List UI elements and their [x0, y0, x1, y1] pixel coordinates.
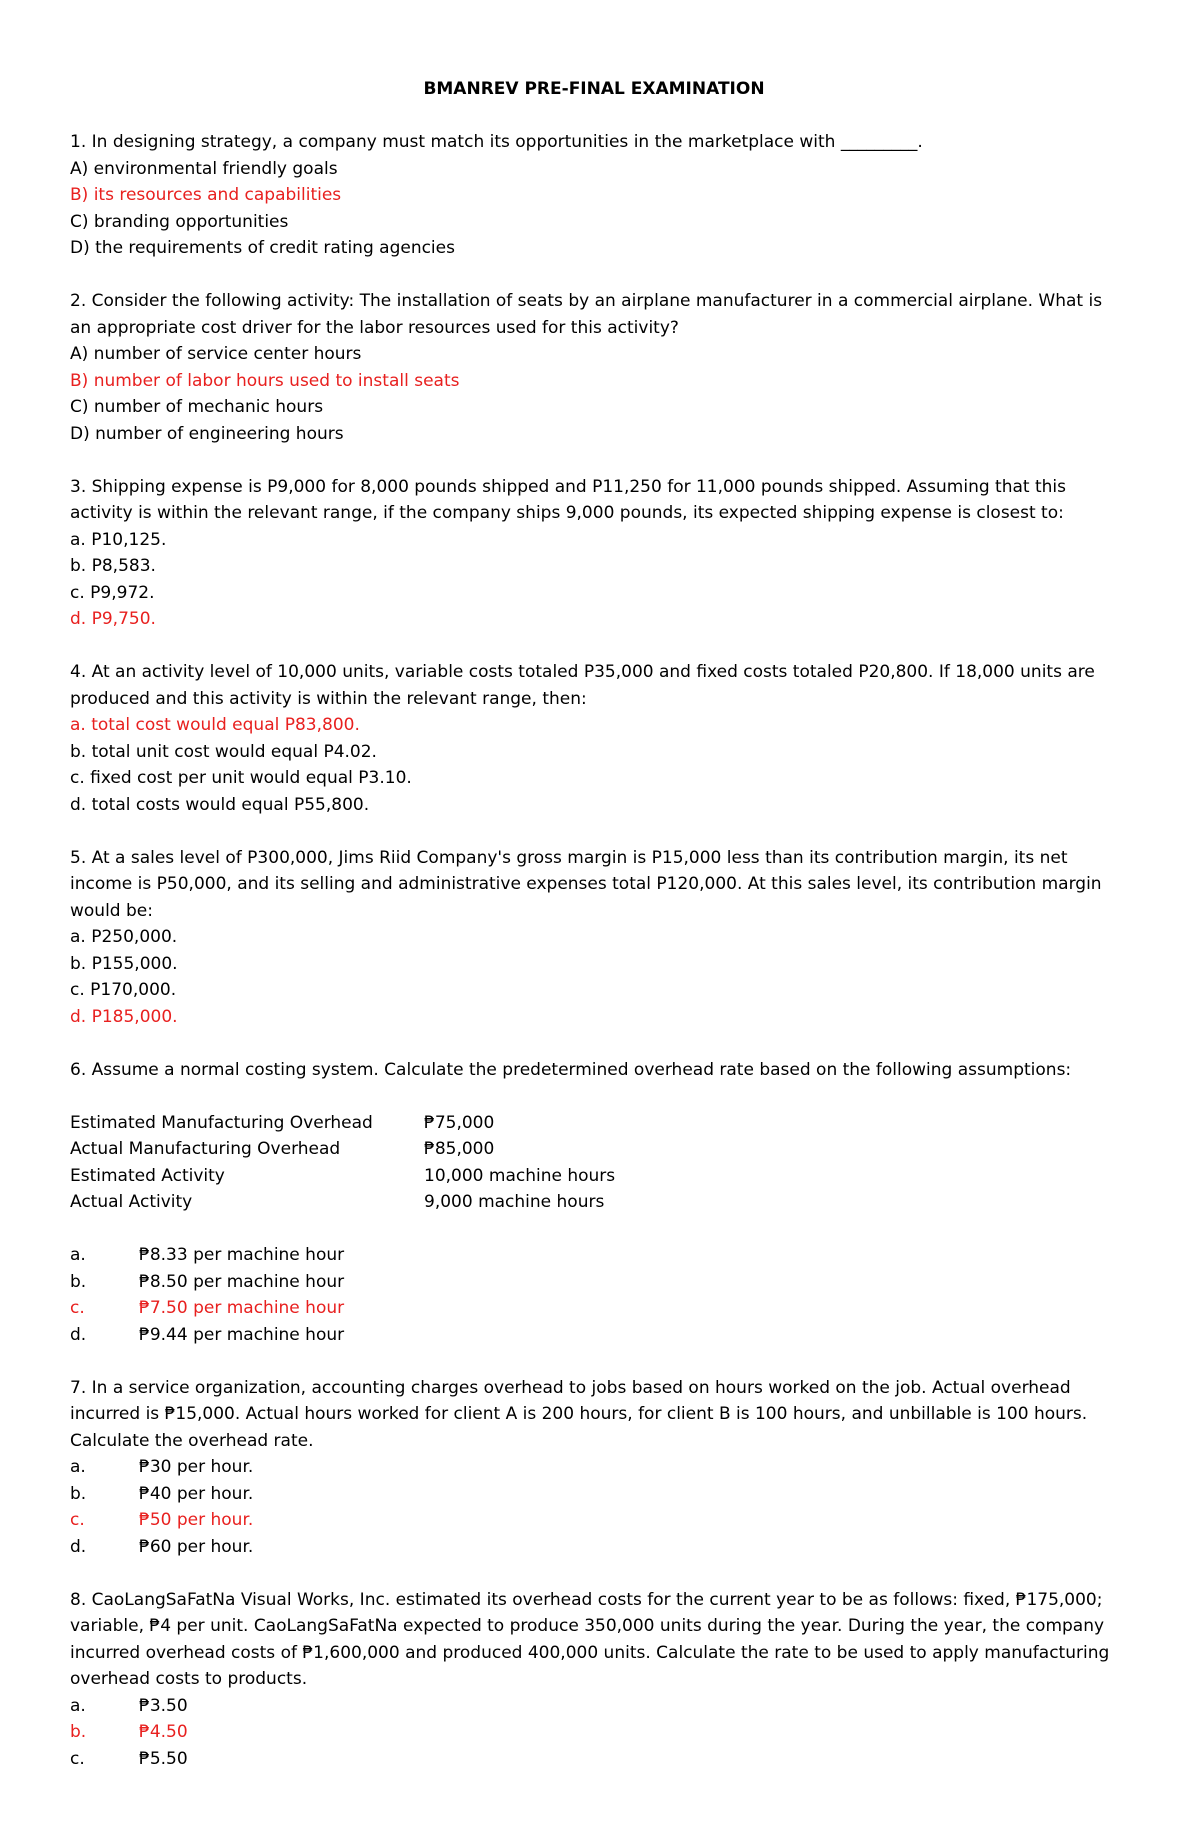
option-c: C) number of mechanic hours — [70, 397, 324, 417]
option-d-correct: d. P185,000. — [70, 1006, 178, 1027]
option-d: d. total costs would equal P55,800. — [70, 794, 370, 815]
question-stem: 8. CaoLangSaFatNa Visual Works, Inc. estimated its overhead costs for the current year to be as follows: fixed, ₱175,000; variable, ₱4 per unit. CaoLangSaFatNa expected to produce 350,000 units during the year. During the year, the company incurred overhead costs of ₱1,600,000 and produced 400,000 units. Calculate the rate to be used to apply manufacturing overhead costs to products. — [70, 1589, 1110, 1689]
option-text: ₱8.33 per machine hour — [139, 1245, 345, 1265]
assumption-row — [70, 1189, 1110, 1216]
assumption-value: 10,000 machine hours — [424, 1165, 616, 1186]
option-letter: b. — [70, 1483, 87, 1504]
question-stem: 3. Shipping expense is P9,000 for 8,000 pounds shipped and P11,250 for 11,000 pounds shipped. Assuming that this activity is within the relevant range, if the company ships 9,000 pounds, its expected shipping expense is closest to: — [70, 476, 1066, 523]
question-8 — [70, 1587, 1110, 1773]
option-c-correct — [70, 1295, 1110, 1322]
question-5 — [70, 845, 1110, 1031]
option-letter: c. — [70, 1510, 85, 1530]
assumption-value: 9,000 machine hours — [424, 1192, 605, 1212]
option-a-correct: a. total cost would equal P83,800. — [70, 715, 360, 735]
option-a — [70, 1693, 1110, 1720]
option-b-correct: B) its resources and capabilities — [70, 185, 342, 205]
option-a: A) number of service center hours — [70, 344, 362, 364]
option-b: b. P8,583. — [70, 556, 156, 576]
option-letter: b. — [70, 1271, 87, 1292]
option-text: ₱40 per hour. — [139, 1483, 254, 1504]
question-stem: 1. In designing strategy, a company must match its opportunities in the marketplace with _________. — [70, 132, 923, 152]
question-stem: 6. Assume a normal costing system. Calculate the predetermined overhead rate based on the following assumptions: — [70, 1059, 1072, 1080]
option-text: ₱9.44 per machine hour — [139, 1324, 345, 1345]
question-4 — [70, 659, 1110, 818]
option-text: ₱8.50 per machine hour — [139, 1271, 345, 1292]
option-d: D) number of engineering hours — [70, 423, 344, 444]
option-b — [70, 1481, 1110, 1508]
option-letter: a. — [70, 1245, 86, 1265]
option-d — [70, 1322, 1110, 1349]
option-c — [70, 1746, 1110, 1773]
option-b: b. P155,000. — [70, 953, 178, 974]
option-letter: c. — [70, 1748, 85, 1769]
option-a: a. P10,125. — [70, 529, 167, 550]
option-a — [70, 1454, 1110, 1481]
option-a: a. P250,000. — [70, 927, 178, 947]
option-letter: b. — [70, 1722, 87, 1742]
question-stem: 7. In a service organization, accounting charges overhead to jobs based on hours worked on the job. Actual overhead incurred is ₱15,000. Actual hours worked for client A is 200 hours, for client B is 100 hours, and unbillable is 100 hours. Calculate the overhead rate. — [70, 1377, 1088, 1451]
option-c: c. P170,000. — [70, 980, 177, 1000]
assumption-value: ₱85,000 — [424, 1139, 495, 1159]
assumption-label: Estimated Manufacturing Overhead — [70, 1112, 373, 1133]
assumption-label: Estimated Activity — [70, 1165, 225, 1186]
option-text: ₱7.50 per machine hour — [139, 1298, 345, 1318]
question-1 — [70, 129, 1110, 262]
option-d: D) the requirements of credit rating agencies — [70, 238, 455, 258]
assumption-value: ₱75,000 — [424, 1112, 495, 1133]
option-d — [70, 1534, 1110, 1561]
question-3 — [70, 474, 1110, 633]
question-6 — [70, 1057, 1110, 1349]
question-stem: 4. At an activity level of 10,000 units, variable costs totaled P35,000 and fixed costs totaled P20,800. If 18,000 units are produced and this activity is within the relevant range, then: — [70, 662, 1095, 709]
option-b-correct: B) number of labor hours used to install seats — [70, 370, 460, 391]
option-text: ₱30 per hour. — [139, 1457, 254, 1477]
option-letter: c. — [70, 1298, 85, 1318]
assumption-row — [70, 1163, 1110, 1190]
option-letter: a. — [70, 1695, 86, 1716]
question-7 — [70, 1375, 1110, 1561]
option-text: ₱50 per hour. — [139, 1510, 254, 1530]
option-c: c. P9,972. — [70, 582, 155, 603]
assumption-row — [70, 1136, 1110, 1163]
question-2 — [70, 288, 1110, 447]
assumption-label: Actual Activity — [70, 1192, 193, 1212]
option-text: ₱5.50 — [139, 1748, 188, 1769]
option-a — [70, 1242, 1110, 1269]
option-a: A) environmental friendly goals — [70, 158, 338, 179]
question-stem: 5. At a sales level of P300,000, Jims Riid Company's gross margin is P15,000 less than its contribution margin, its net income is P50,000, and its selling and administrative expenses total P120,000. At this sales level, its contribution margin would be: — [70, 847, 1102, 921]
option-letter: d. — [70, 1536, 87, 1557]
page-title: BMANREV PRE-FINAL EXAMINATION — [423, 79, 765, 99]
option-c: C) branding opportunities — [70, 211, 289, 232]
option-b-correct — [70, 1719, 1110, 1746]
assumption-label: Actual Manufacturing Overhead — [70, 1139, 341, 1159]
option-letter: d. — [70, 1324, 87, 1345]
option-text: ₱60 per hour. — [139, 1536, 254, 1557]
option-c: c. fixed cost per unit would equal P3.10. — [70, 768, 412, 788]
assumptions-table — [70, 1110, 1110, 1216]
question-stem: 2. Consider the following activity: The installation of seats by an airplane manufacturer in a commercial airplane. What is an appropriate cost driver for the labor resources used for this activity? — [70, 291, 1103, 338]
option-text: ₱4.50 — [139, 1722, 188, 1742]
option-b: b. total unit cost would equal P4.02. — [70, 741, 377, 762]
option-letter: a. — [70, 1457, 86, 1477]
assumption-row — [70, 1110, 1110, 1137]
option-c-correct — [70, 1507, 1110, 1534]
option-text: ₱3.50 — [139, 1695, 188, 1716]
option-b — [70, 1269, 1110, 1296]
option-d-correct: d. P9,750. — [70, 609, 156, 629]
